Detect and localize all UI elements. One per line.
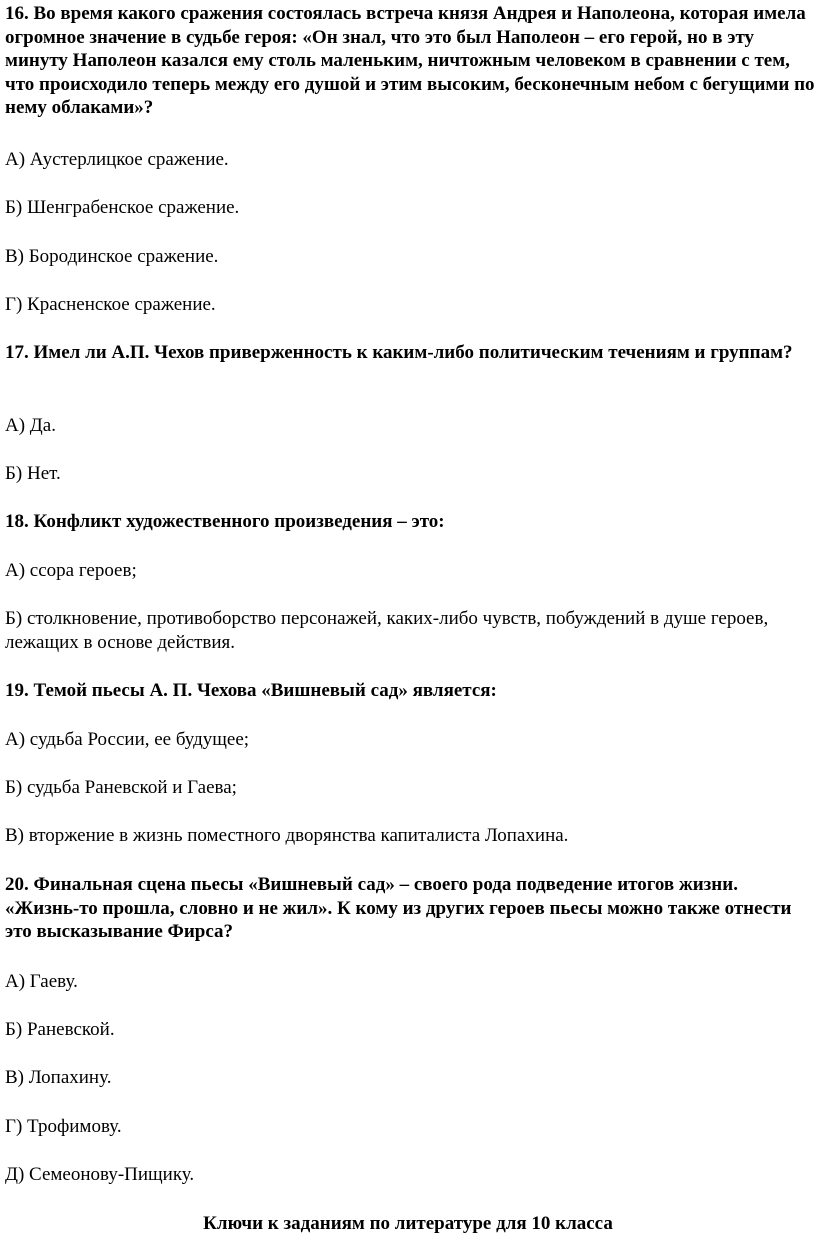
answer-20-a: А) Гаеву.: [5, 971, 78, 992]
answer-19-a: А) судьба России, ее будущее;: [5, 729, 250, 750]
answer-20-d: Г) Трофимову.: [5, 1116, 122, 1137]
answer-18-a: А) ссора героев;: [5, 560, 137, 581]
question-18: 18. Конфликт художественного произведения – это:: [5, 511, 445, 532]
question-16: 16. Во время какого сражения состоялась встреча князя Андрея и Наполеона, которая имела огромное значение в судьбе героя: «Он знал, что это был Наполеон – его герой, но в эту минуту Наполеон казался ему столь маленьким, ничтожным человеком в сравнении с тем, что происходило теперь между его душой и этим высоким, бесконечным небом с бегущими по нему облаками»?: [5, 3, 815, 118]
question-19: 19. Темой пьесы А. П. Чехова «Вишневый сад» является:: [5, 680, 497, 701]
answer-key-heading: Ключи к заданиям по литературе для 10 класса: [203, 1213, 613, 1234]
answer-16-c: В) Бородинское сражение.: [5, 246, 219, 267]
answer-18-b: Б) столкновение, противоборство персонажей, каких-либо чувств, побуждений в душе героев, лежащих в основе действия.: [5, 608, 769, 653]
question-17: 17. Имел ли А.П. Чехов приверженность к каким-либо политическим течениям и группам?: [5, 342, 793, 363]
answer-20-c: В) Лопахину.: [5, 1067, 112, 1088]
answer-16-d: Г) Красненское сражение.: [5, 294, 216, 315]
answer-19-b: Б) судьба Раневской и Гаева;: [5, 777, 237, 798]
answer-20-b: Б) Раневской.: [5, 1019, 115, 1040]
question-20: 20. Финальная сцена пьесы «Вишневый сад» – своего рода подведение итогов жизни. «Жизнь-то прошла, словно и не жил». К кому из других героев пьесы можно также отнести это высказывание Фирса?: [5, 874, 792, 942]
answer-17-b: Б) Нет.: [5, 463, 61, 484]
answer-17-a: А) Да.: [5, 415, 56, 436]
answer-20-e: Д) Семеонову-Пищику.: [5, 1164, 195, 1185]
answer-16-a: А) Аустерлицкое сражение.: [5, 149, 229, 170]
answer-19-c: В) вторжение в жизнь поместного дворянства капиталиста Лопахина.: [5, 825, 569, 846]
answer-16-b: Б) Шенграбенское сражение.: [5, 197, 240, 218]
